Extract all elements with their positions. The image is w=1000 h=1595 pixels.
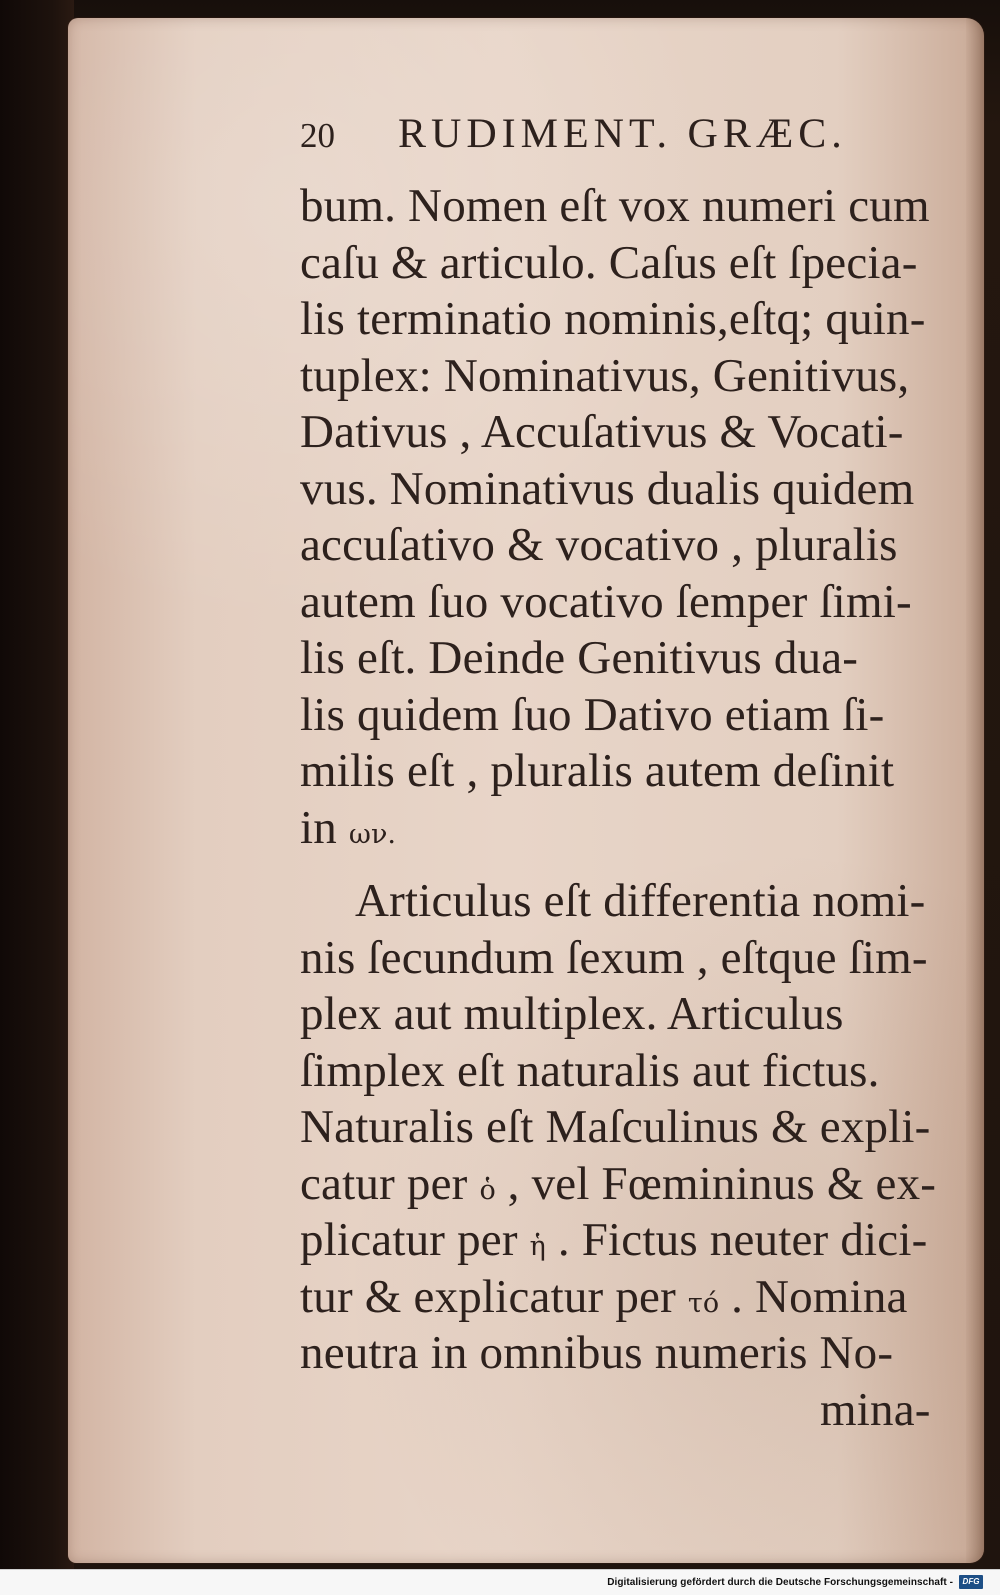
text-line-20 (300, 1269, 950, 1326)
page-edge-shadow (966, 18, 984, 1563)
text-line-18-continuation: , vel Fœmininus & ex- (507, 1157, 937, 1210)
text-line-19 (300, 1212, 950, 1269)
text-line-8: autem ſuo vocativo ſemper ſimi- (300, 575, 912, 628)
text-line-19-continuation: . Fictus neuter dici- (557, 1214, 928, 1266)
book-margin-shadow (0, 0, 74, 1570)
paragraph-gap (300, 856, 950, 873)
book-page (68, 18, 984, 1563)
running-title: RUDIMENT. GRÆC. (398, 111, 847, 157)
text-line-5: Dativus , Accuſativus & Vocati- (300, 406, 904, 458)
page-number: 20 (300, 116, 335, 155)
page-text-block (300, 110, 950, 1438)
text-line-20-latin: tur & explicatur per (300, 1270, 676, 1323)
text-line-19-latin: plicatur per (300, 1214, 518, 1266)
text-line-12 (300, 800, 950, 857)
text-line-15: plex aut multiplex. Articulus (300, 988, 844, 1040)
digitization-footer (0, 1569, 1000, 1595)
text-line-18-latin: catur per (300, 1157, 468, 1210)
catchword: mina- (820, 1383, 931, 1436)
footer-credit: Digitalisierung gefördert durch die Deutsche Forschungsgemeinschaft - (607, 1577, 953, 1588)
greek-omega-nu: ων. (348, 818, 396, 850)
text-line-14: nis ſecundum ſexum , eſtque ſim- (300, 931, 928, 984)
text-line-6: vus. Nominativus dualis quidem (300, 462, 915, 515)
running-header (300, 110, 950, 178)
greek-article-to: τό (687, 1287, 720, 1319)
text-line-9: lis eſt. Deinde Genitivus dua- (300, 632, 859, 684)
text-line-3: lis terminatio nominis,eſtq; quin- (300, 293, 926, 345)
text-line-4: tuplex: Nominativus, Genitivus, (300, 349, 910, 402)
text-line-17: Naturalis eſt Maſculinus & expli- (300, 1101, 931, 1153)
dfg-logo: DFG (959, 1575, 983, 1589)
text-line-10: lis quidem ſuo Dativo etiam ſi- (300, 688, 885, 741)
text-line-11: milis eſt , pluralis autem deſinit (300, 745, 895, 797)
text-line-16: ſimplex eſt naturalis aut fictus. (300, 1044, 880, 1097)
text-line-1: bum. Nomen eſt vox numeri cum (300, 180, 930, 232)
text-line-21: neutra in omnibus numeris No- (300, 1327, 894, 1379)
text-line-2: caſu & articulo. Caſus eſt ſpecia- (300, 236, 918, 289)
text-line-20-continuation: . Nomina (731, 1270, 908, 1323)
text-line-7: accuſativo & vocativo , pluralis (300, 519, 898, 571)
greek-article-o: ὁ (479, 1174, 496, 1206)
text-line-13: Articulus eſt differentia nomi- (355, 875, 926, 927)
text-line-12-latin: in (300, 801, 337, 854)
text-line-18 (300, 1156, 950, 1213)
greek-article-e: ἡ (529, 1231, 546, 1262)
